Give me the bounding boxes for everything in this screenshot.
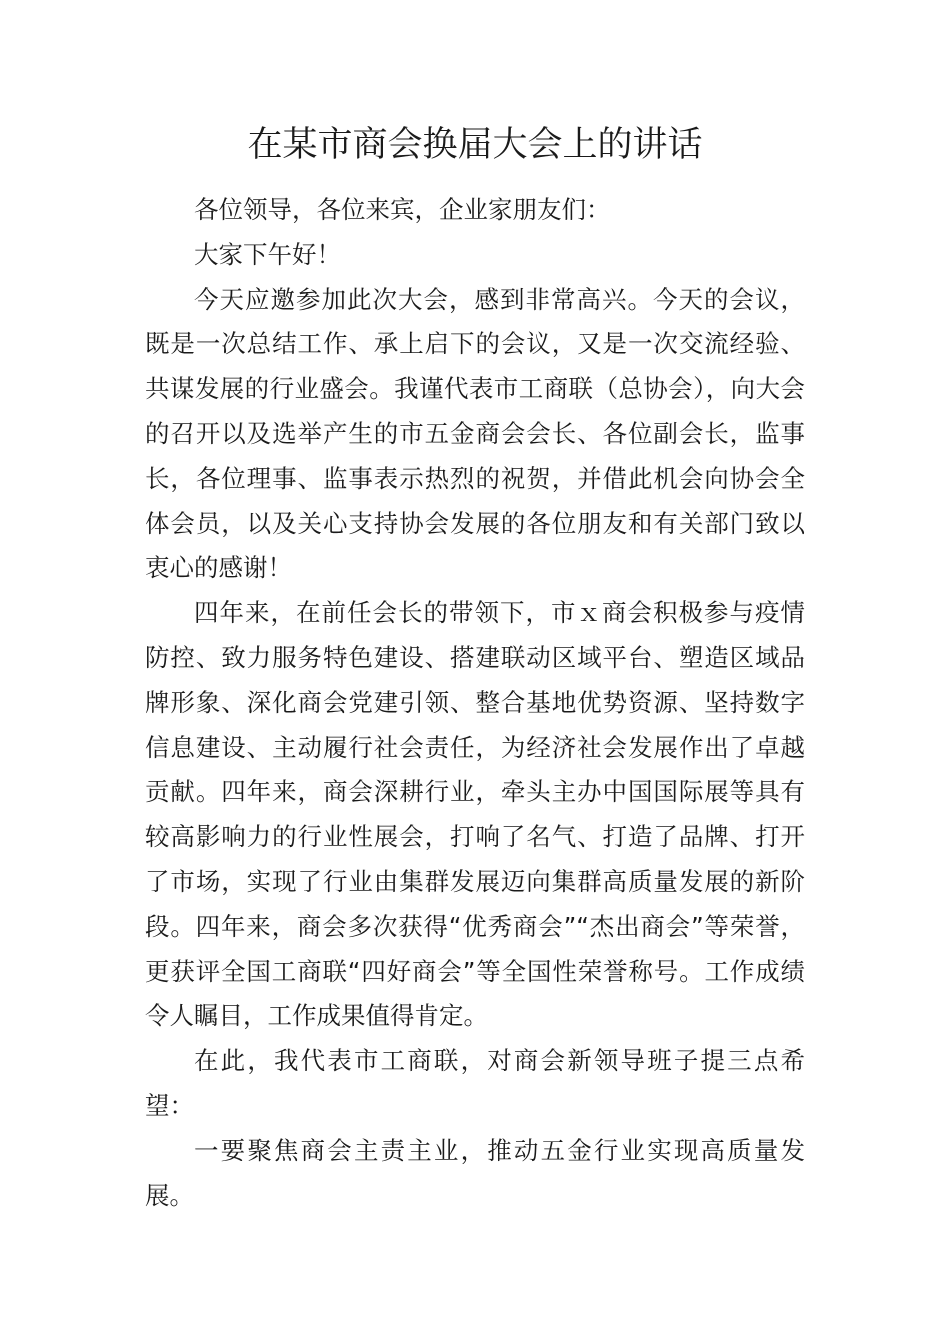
document-title: 在某市商会换届大会上的讲话 — [247, 125, 703, 165]
first-hope-paragraph: 一要聚焦商会主责主业，推动五金行业实现高质量发展。 — [145, 1135, 805, 1210]
salutation-paragraph: 各位领导，各位来宾，企业家朋友们： — [194, 195, 611, 224]
achievements-paragraph: 四年来，在前任会长的带领下，市ｘ商会积极参与疫情防控、致力服务特色建设、搭建联动区域平台、塑造区域品牌形象、深化商会党建引领、整合基地优势资源、坚持数字信息建设、主动履行社会责任，为经济社会发展作出了卓越贡献。四年来，商会深耕行业，牵头主办中国国际展等具有较高影响力的行业性展会，打响了名气、打造了品牌、打开了市场，实现了行业由集群发展迈向集群高质量发展的新阶段。四年来，商会多次获得“优秀商会”“杰出商会”等荣誉，更获评全国工商联“四好商会”等全国性荣誉称号。工作成绩令人瞩目，工作成果值得肯定。 — [145, 598, 805, 1031]
document-body — [145, 188, 805, 1218]
hopes-intro-paragraph: 在此，我代表市工商联，对商会新领导班子提三点希望： — [145, 1046, 805, 1120]
opening-paragraph: 今天应邀参加此次大会，感到非常高兴。今天的会议，既是一次总结工作、承上启下的会议，又是一次交流经验、共谋发展的行业盛会。我谨代表市工商联（总协会），向大会的召开以及选举产生的市五金商会会长、各位副会长，监事长，各位理事、监事表示热烈的祝贺，并借此机会向协会全体会员，以及关心支持协会发展的各位朋友和有关部门致以衷心的感谢！ — [145, 284, 805, 583]
greeting-paragraph: 大家下午好！ — [194, 239, 341, 269]
